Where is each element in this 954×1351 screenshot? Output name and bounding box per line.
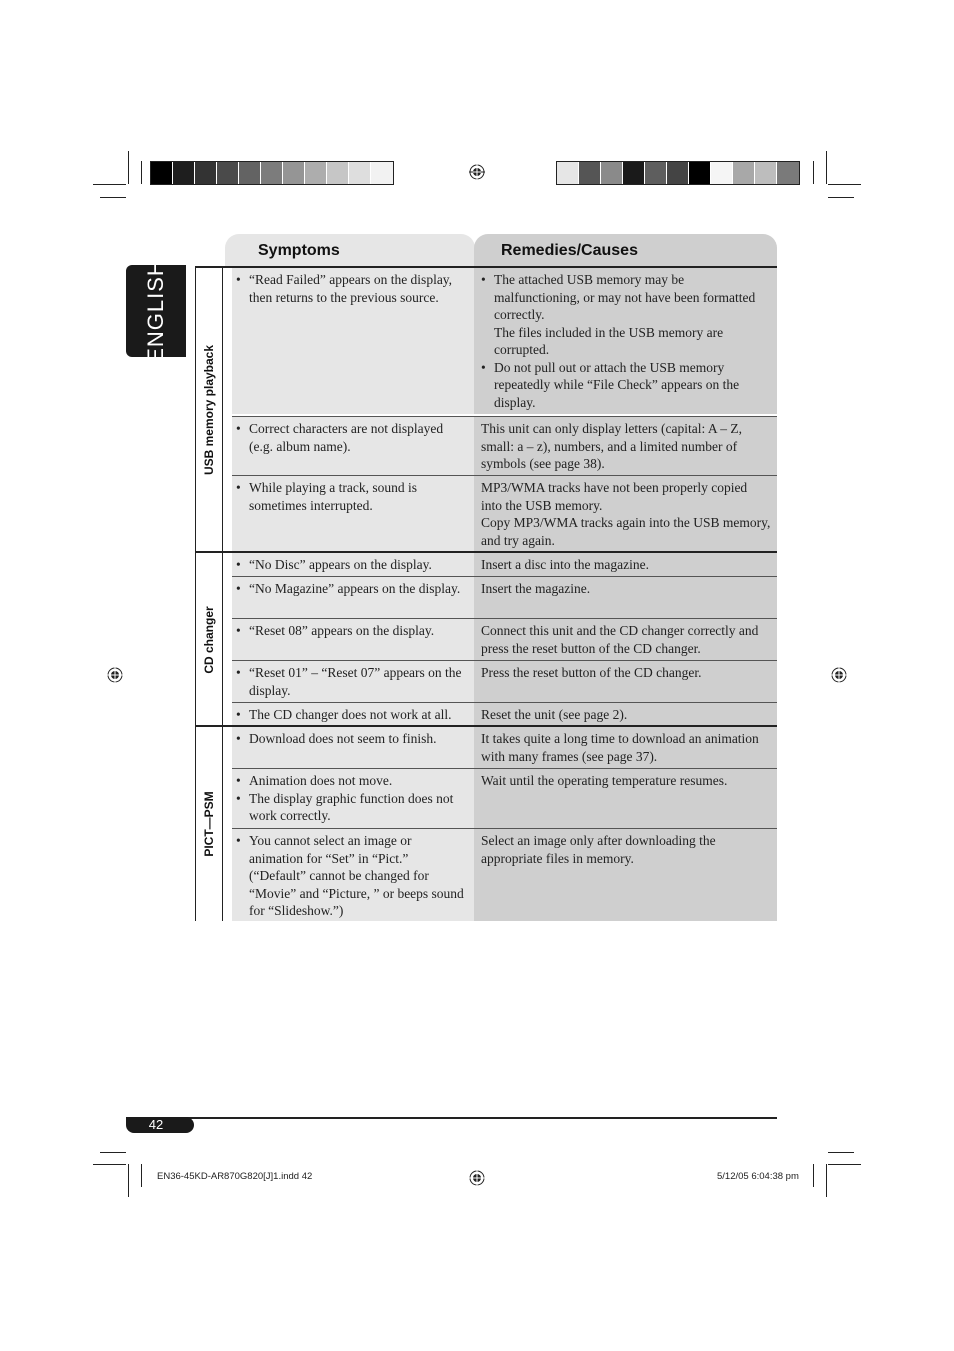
section-label: USB memory playback [195, 268, 223, 552]
remedy-text: Connect this unit and the CD changer correctly and press the reset button of the CD changer. [481, 623, 759, 656]
remedy-text: The attached USB memory may be malfunctioning, or may not have been formatted correctly. The files included in the USB memory are corrupted. [494, 272, 756, 357]
registration-mark-icon [469, 164, 485, 180]
remedy-text: MP3/WMA tracks have not been properly copied into the USB memory. Copy MP3/WMA tracks again into the USB memory, and try again. [481, 480, 771, 548]
table-row [232, 576, 777, 618]
symptom-cell: • “Read Failed” appears on the display, then returns to the previous source. [232, 268, 474, 414]
color-swatch [239, 162, 261, 184]
crop-mark [826, 1164, 827, 1197]
remedy-cell [474, 727, 777, 768]
color-calibration-bar-left [150, 161, 394, 185]
color-swatch [733, 162, 755, 184]
file-slug: EN36-45KD-AR870G820[J]1.indd 42 [157, 1171, 313, 1182]
color-calibration-bar-right [556, 161, 800, 185]
table-row [232, 828, 777, 921]
remedy-text: This unit can only display letters (capital: A – Z, small: a – z), numbers, and a limited number of symbols (see page 38). [481, 421, 742, 471]
remedy-cell: • The attached USB memory may be malfunctioning, or may not have been formatted correctly. The files included in the USB memory are corrupted. • Do not pull out or attach the USB memory repeatedly while “File Check” appears on the display. [474, 268, 777, 414]
table-row [232, 268, 777, 414]
symptom-cell: • The CD changer does not work at all. [232, 703, 474, 726]
symptom-cell: • You cannot select an image or animation for “Set” in “Pict.” (“Default” cannot be changed for “Movie” and “Picture, ” or beeps sound for “Slideshow.”) [232, 829, 474, 921]
table-row [232, 475, 777, 552]
registration-mark-icon [831, 667, 847, 683]
color-swatch [371, 162, 393, 184]
remedies-header: Remedies/Causes [474, 234, 777, 267]
color-swatch [579, 162, 601, 184]
registration-mark-icon [469, 1170, 485, 1186]
crop-mark [813, 161, 814, 184]
crop-mark [100, 1152, 126, 1153]
table-row [232, 618, 777, 660]
remedy-text: Select an image only after downloading the appropriate files in memory. [481, 833, 716, 866]
crop-mark [826, 151, 827, 184]
color-swatch [601, 162, 623, 184]
remedy-cell [474, 661, 777, 702]
remedy-cell [474, 476, 777, 552]
remedy-text: Do not pull out or attach the USB memory repeatedly while “File Check” appears on the display. [494, 359, 740, 410]
remedy-text: Press the reset button of the CD changer. [481, 665, 702, 680]
symptom-cell: • While playing a track, sound is sometimes interrupted. [232, 476, 474, 552]
section-cd-changer [195, 551, 777, 726]
language-tab [126, 259, 186, 363]
registration-mark-icon [107, 667, 123, 683]
remedy-cell [474, 769, 777, 828]
color-swatch [151, 162, 173, 184]
crop-mark [141, 161, 142, 184]
remedy-text: Insert the magazine. [481, 581, 591, 596]
crop-mark [100, 197, 126, 198]
table-row [232, 660, 777, 702]
remedy-cell [474, 703, 777, 726]
crop-mark [93, 1164, 126, 1165]
troubleshooting-table [195, 266, 777, 921]
section-label: CD changer [195, 553, 223, 726]
crop-mark [93, 184, 126, 185]
page-number: 42 [126, 1117, 186, 1133]
section-usb-memory-playback [195, 268, 777, 552]
remedy-cell [474, 577, 777, 618]
crop-mark [813, 1164, 814, 1187]
symptom-cell: • “Reset 01” – “Reset 07” appears on the display. [232, 661, 474, 702]
table-row [232, 553, 777, 576]
remedy-text: Wait until the operating temperature resumes. [481, 773, 728, 788]
color-swatch [217, 162, 239, 184]
color-swatch [195, 162, 217, 184]
symptom-cell: • “No Magazine” appears on the display. [232, 577, 474, 618]
symptom-cell: • “No Disc” appears on the display. [232, 553, 474, 576]
color-swatch [283, 162, 305, 184]
language-tab-label: ENGLISH [143, 259, 168, 363]
crop-mark [128, 1164, 129, 1197]
color-swatch [173, 162, 195, 184]
color-swatch [711, 162, 733, 184]
remedy-text: Insert a disc into the magazine. [481, 557, 649, 572]
remedy-text: It takes quite a long time to download an animation with many frames (see page 37). [481, 731, 759, 764]
section-pict-psm [195, 725, 777, 921]
date-slug: 5/12/05 6:04:38 pm [717, 1171, 799, 1182]
remedy-cell [474, 553, 777, 576]
color-swatch [349, 162, 371, 184]
color-swatch [623, 162, 645, 184]
remedy-cell [474, 619, 777, 660]
crop-mark [828, 197, 854, 198]
color-swatch [557, 162, 579, 184]
symptom-cell: • Correct characters are not displayed (e.g. album name). [232, 417, 474, 475]
symptom-cell: • Download does not seem to finish. [232, 727, 474, 768]
crop-mark [828, 1164, 861, 1165]
color-swatch [327, 162, 349, 184]
crop-mark [128, 151, 129, 184]
table-row [232, 727, 777, 768]
color-swatch [755, 162, 777, 184]
crop-mark [828, 1152, 854, 1153]
symptom-cell: • Animation does not move. • The display graphic function does not work correctly. [232, 769, 474, 828]
footer-rule [186, 1117, 777, 1119]
table-row [232, 416, 777, 475]
crop-mark [828, 184, 861, 185]
symptom-cell: • “Reset 08” appears on the display. [232, 619, 474, 660]
section-label: PICT—PSM [195, 727, 223, 921]
crop-mark [141, 1164, 142, 1187]
symptoms-header: Symptoms [225, 234, 475, 267]
remedy-cell [474, 829, 777, 921]
color-swatch [689, 162, 711, 184]
table-row [232, 768, 777, 828]
color-swatch [305, 162, 327, 184]
color-swatch [645, 162, 667, 184]
color-swatch [261, 162, 283, 184]
table-row [232, 702, 777, 726]
remedy-cell [474, 417, 777, 475]
remedy-text: Reset the unit (see page 2). [481, 707, 628, 722]
color-swatch [667, 162, 689, 184]
color-swatch [777, 162, 799, 184]
